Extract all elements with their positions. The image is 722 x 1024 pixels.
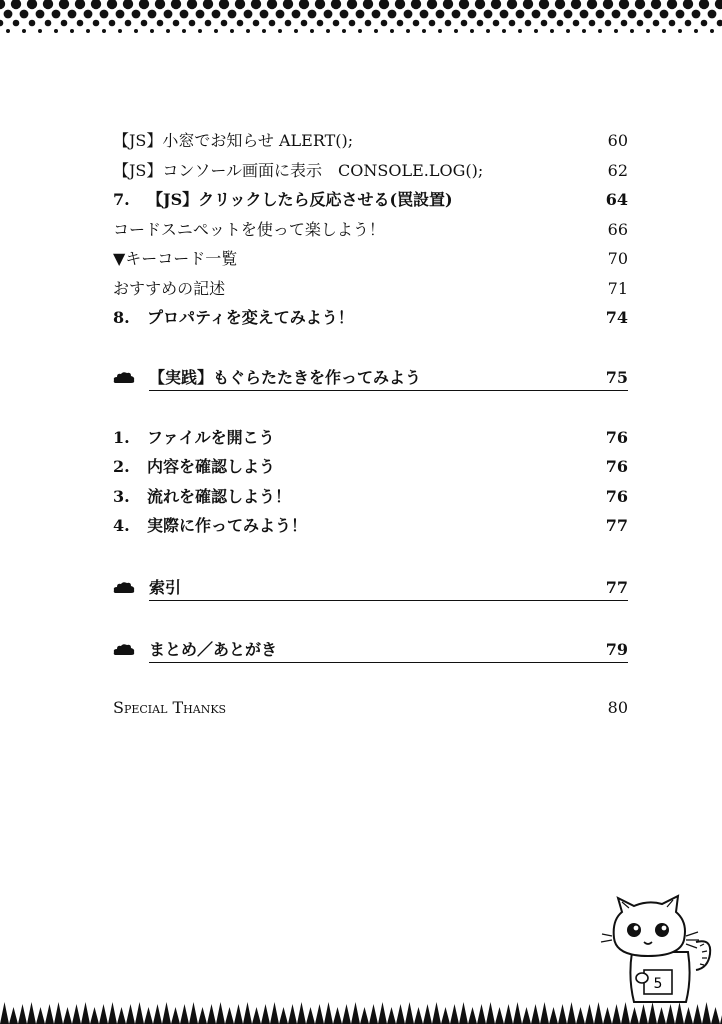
- toc-entry-label: おすすめの記述: [113, 278, 226, 298]
- toc-entry-label: 【JS】コンソール画面に表示 CONSOLE.LOG();: [113, 160, 484, 180]
- section-page: 75: [605, 367, 628, 387]
- cat-mascot-icon: [600, 894, 720, 1006]
- toc-entry-page: 76: [605, 486, 628, 506]
- section-title: 【実践】もぐらたたきを作ってみよう: [149, 367, 422, 387]
- toc-entry-number: 3.: [113, 486, 130, 506]
- section-page: 77: [605, 577, 628, 597]
- toc-entry-label: ▼キーコード一覧: [113, 249, 238, 268]
- toc-entry-page: 60: [607, 131, 628, 150]
- toc-entry-number: 2.: [113, 457, 130, 476]
- toc-entry-page: 76: [605, 427, 628, 447]
- toc-entry-label: 流れを確認しよう！: [147, 486, 292, 506]
- toc-entry-page: 71: [607, 278, 628, 298]
- toc-entry: [113, 126, 628, 156]
- section-title: まとめ／あとがき: [149, 639, 278, 659]
- toc-entry: [113, 156, 628, 186]
- toc-entry-page: 76: [605, 457, 628, 476]
- toc-entry-label: 【JS】クリックしたら反応させる(罠設置): [147, 190, 453, 209]
- thanks-label: Special Thanks: [113, 697, 227, 717]
- toc-entry-page: 66: [607, 219, 628, 239]
- section-title-underline: [149, 363, 628, 391]
- toc-entry: [113, 244, 628, 274]
- cloud-bullet-icon: [113, 643, 135, 657]
- section-title-underline: [149, 573, 628, 601]
- thanks-page: 80: [607, 697, 628, 717]
- toc-entry-page: 77: [605, 516, 628, 535]
- toc-entry: [113, 185, 628, 215]
- cloud-bullet-icon: [113, 371, 135, 385]
- toc-entry-number: 4.: [113, 516, 130, 535]
- toc-entry-number: 7.: [113, 190, 130, 209]
- section-title-underline: [149, 635, 628, 663]
- toc-entry-page: 62: [607, 160, 628, 180]
- toc-entry: [113, 423, 628, 453]
- toc-entry-label: 内容を確認しよう: [147, 457, 276, 476]
- page-number: 5: [653, 976, 663, 992]
- toc-section-index: [113, 573, 628, 603]
- toc-entry-page: 70: [607, 249, 628, 268]
- toc-entry: [113, 274, 628, 304]
- toc-section-practice: [113, 363, 628, 393]
- toc-entry: [113, 452, 628, 482]
- toc-entry-label: 【JS】小窓でお知らせ ALERT();: [113, 131, 354, 150]
- toc-entry-label: 実際に作ってみよう！: [147, 516, 308, 535]
- toc-entry-label: ファイルを開こう: [147, 427, 275, 447]
- toc-entry-label: プロパティを変えてみよう！: [147, 308, 354, 327]
- table-of-contents: [113, 126, 628, 722]
- toc-section-summary: [113, 635, 628, 665]
- toc-entry-label: コードスニペットを使って楽しよう！: [113, 219, 385, 239]
- toc-entry: [113, 511, 628, 541]
- toc-group-a: [113, 126, 628, 333]
- section-title: 索引: [149, 577, 182, 597]
- toc-entry-number: 8.: [113, 308, 130, 327]
- zigzag-border-bottom: [0, 998, 722, 1024]
- dotted-border-top: [0, 0, 722, 36]
- section-page: 79: [605, 639, 628, 659]
- toc-entry-number: 1.: [113, 427, 130, 447]
- toc-entry: [113, 482, 628, 512]
- toc-entry: [113, 215, 628, 245]
- toc-entry: [113, 303, 628, 333]
- toc-entry-page: 64: [605, 190, 628, 209]
- toc-entry-page: 74: [605, 308, 628, 327]
- cloud-bullet-icon: [113, 581, 135, 595]
- toc-group-b: [113, 423, 628, 541]
- toc-entry-thanks: [113, 693, 628, 723]
